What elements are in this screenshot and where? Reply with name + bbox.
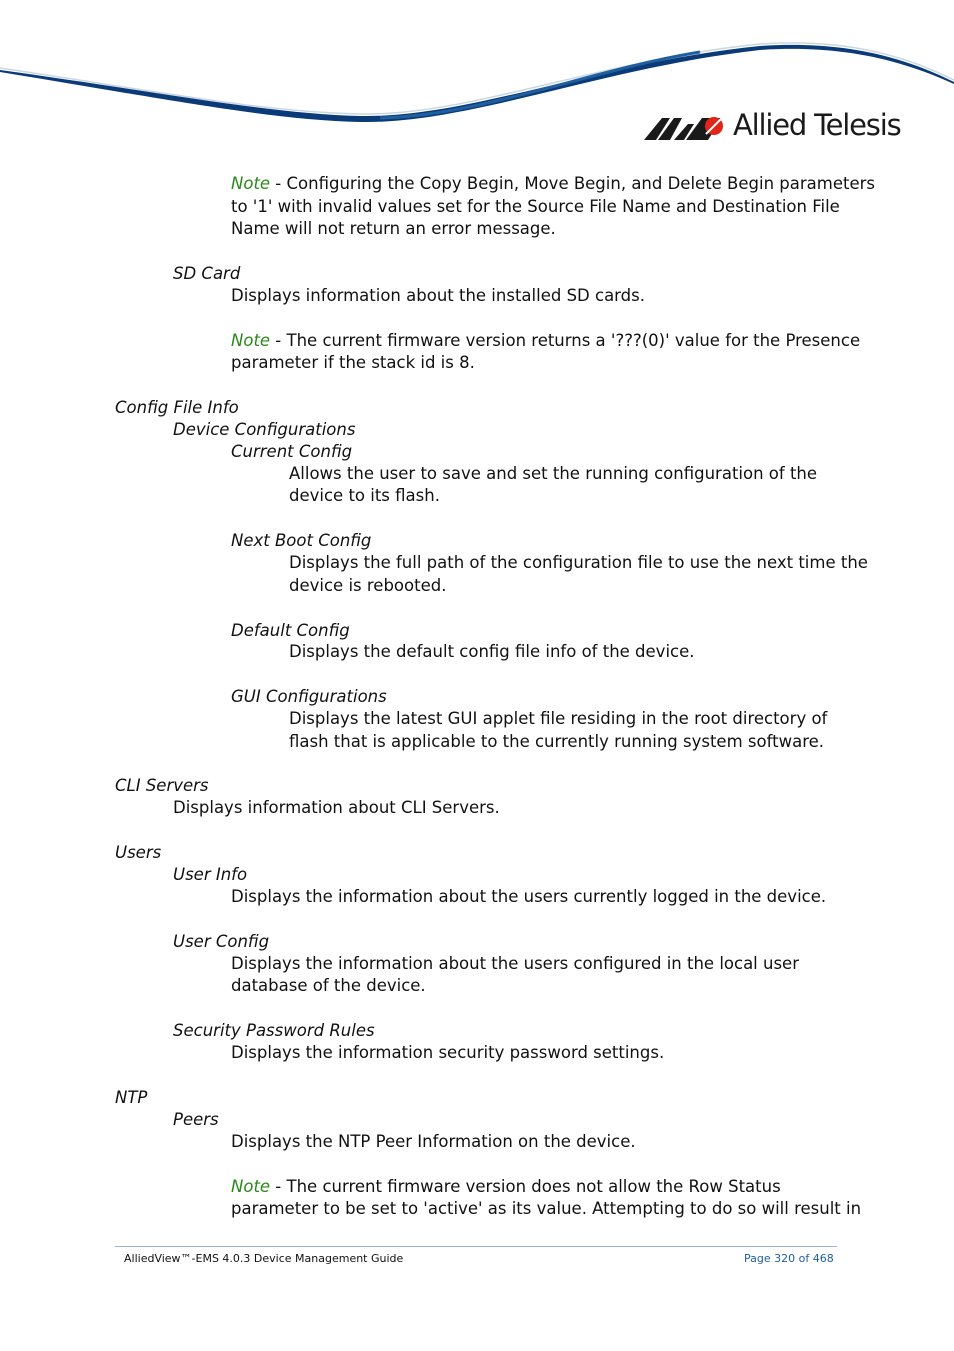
body-text-line: Displays information about the installed SD cards.: [231, 286, 645, 305]
footer-document-title: AlliedView™-EMS 4.0.3 Device Management Guide: [124, 1252, 404, 1265]
allied-telesis-logo-icon: [644, 110, 734, 146]
body-text-line: flash that is applicable to the currently running system software.: [289, 732, 825, 751]
body-text-line: Displays the information about the users configured in the local user: [231, 954, 799, 973]
section-heading: Default Config: [231, 621, 350, 640]
section-heading: Users: [115, 843, 162, 862]
note-text: - The current firmware version returns a '???(0)' value for the Presence: [270, 331, 861, 350]
body-text-line: parameter to be set to 'active' as its value. Attempting to do so will result in: [231, 1199, 862, 1218]
section-heading: User Info: [173, 865, 248, 884]
body-text-line: Displays the full path of the configuration file to use the next time the: [289, 553, 868, 572]
body-text-line: to '1' with invalid values set for the Source File Name and Destination File: [231, 197, 840, 216]
body-text-line: Displays the NTP Peer Information on the device.: [231, 1132, 636, 1151]
logo-wordmark: Allied Telesis: [733, 108, 901, 142]
note-text: - Configuring the Copy Begin, Move Begin, and Delete Begin parameters: [270, 174, 875, 193]
body-text-line: Displays the information security password settings.: [231, 1043, 665, 1062]
footer-page-number: Page 320 of 468: [744, 1252, 834, 1265]
section-heading: Config File Info: [115, 398, 239, 417]
note-paragraph-line: [231, 173, 875, 195]
section-heading: User Config: [173, 932, 270, 951]
note-label: Note: [231, 174, 271, 193]
section-heading: Peers: [173, 1110, 219, 1129]
body-text-line: device to its flash.: [289, 486, 440, 505]
footer-rule: [115, 1246, 837, 1247]
section-heading: NTP: [115, 1088, 148, 1107]
note-label: Note: [231, 1177, 271, 1196]
section-heading: Security Password Rules: [173, 1021, 375, 1040]
section-heading: Device Configurations: [173, 420, 356, 439]
body-text-line: Name will not return an error message.: [231, 219, 556, 238]
body-text-line: Displays the latest GUI applet file residing in the root directory of: [289, 709, 828, 728]
note-paragraph-line: [231, 330, 860, 352]
body-text-line: Displays the information about the users currently logged in the device.: [231, 887, 827, 906]
body-text-line: Displays information about CLI Servers.: [173, 798, 500, 817]
section-heading: CLI Servers: [115, 776, 209, 795]
body-text-line: database of the device.: [231, 976, 426, 995]
body-text-line: Allows the user to save and set the running configuration of the: [289, 464, 818, 483]
section-heading: GUI Configurations: [231, 687, 387, 706]
note-label: Note: [231, 331, 271, 350]
body-text-line: parameter if the stack id is 8.: [231, 353, 475, 372]
note-text: - The current firmware version does not allow the Row Status: [270, 1177, 781, 1196]
section-heading: Current Config: [231, 442, 353, 461]
body-text-line: device is rebooted.: [289, 576, 447, 595]
note-paragraph-line: [231, 1176, 781, 1198]
section-heading: Next Boot Config: [231, 531, 372, 550]
section-heading: SD Card: [173, 264, 241, 283]
body-text-line: Displays the default config file info of the device.: [289, 642, 695, 661]
